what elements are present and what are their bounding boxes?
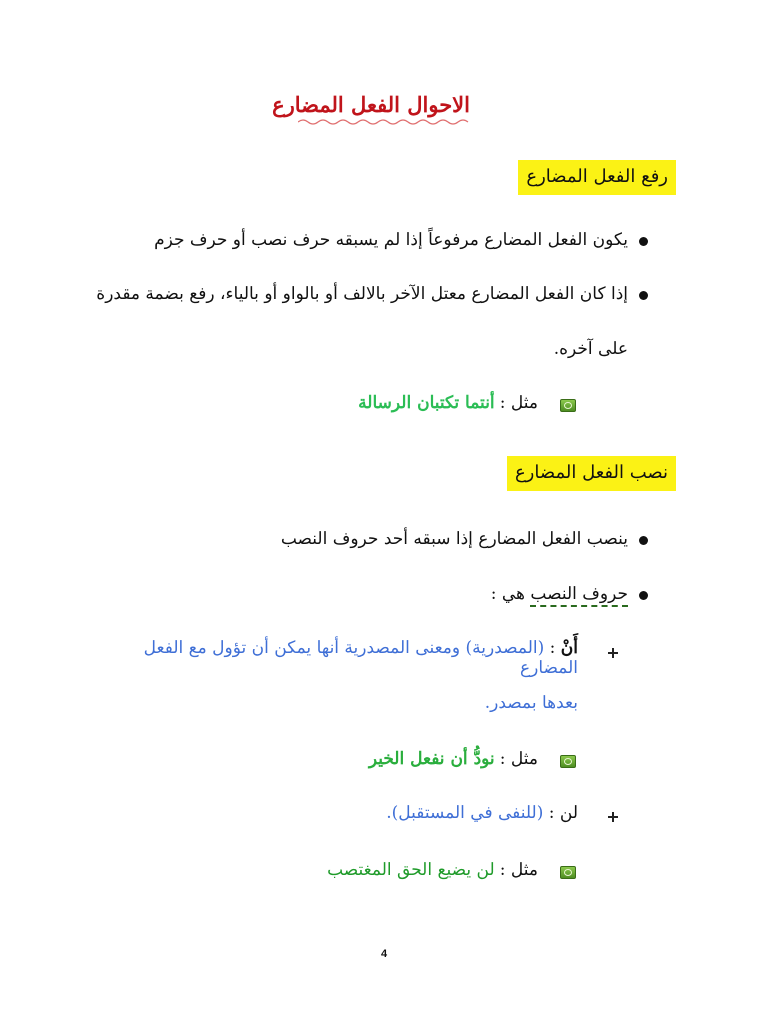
example-icon xyxy=(560,866,576,879)
example-an xyxy=(369,749,538,769)
particle-item-an-continued xyxy=(485,693,578,713)
page-number xyxy=(0,948,768,960)
bullet-text: إذا كان الفعل المضارع معتل الآخر بالالف أو بالواو أو بالياء، رفع بضمة مقدرة xyxy=(96,284,628,304)
page-title xyxy=(272,92,470,119)
particle-term: لن xyxy=(559,803,578,823)
example-icon xyxy=(560,399,576,412)
bullet-text: هي : xyxy=(490,584,525,604)
particle-description: بعدها بمصدر. xyxy=(484,693,578,713)
example-text: لن يضيع الحق المغتصب xyxy=(327,860,495,880)
page-title-text: الاحوال الفعل المضارع xyxy=(272,92,470,117)
particle-description: (المصدرية) ومعنى المصدرية أنها يمكن أن تؤول مع الفعل المضارع xyxy=(143,638,578,678)
bullet-dot xyxy=(639,291,648,300)
example-text: نودُّ أن نفعل الخير xyxy=(368,749,495,769)
particle-item-lan xyxy=(386,803,578,823)
example-label: مثل : xyxy=(499,860,538,880)
particle-item-an xyxy=(98,638,578,678)
title-wavy-underline xyxy=(298,118,470,126)
bullet-text: يكون الفعل المضارع مرفوعاً إذا لم يسبقه حرف نصب أو حرف جزم xyxy=(154,230,628,250)
section-heading-raf-text: رفع الفعل المضارع xyxy=(526,166,668,187)
example-text: أنتما تكتبان الرسالة xyxy=(358,393,495,413)
particle-description: (للنفى في المستقبل). xyxy=(386,803,544,823)
bullet-item-raf-1 xyxy=(154,228,628,252)
cross-bullet-icon xyxy=(608,812,618,822)
bullet-item-nasb-1 xyxy=(281,527,628,551)
separator: : xyxy=(549,638,556,658)
example-raf xyxy=(358,393,538,413)
underlined-term: حروف النصب xyxy=(530,584,628,607)
bullet-item-raf-2 xyxy=(88,282,628,306)
bullet-item-raf-2-continued xyxy=(554,337,628,361)
example-label: مثل : xyxy=(499,749,538,769)
example-lan xyxy=(327,860,538,880)
bullet-text: ينصب الفعل المضارع إذا سبقه أحد حروف النصب xyxy=(280,529,628,549)
section-heading-raf xyxy=(518,160,676,195)
bullet-item-nasb-2 xyxy=(491,582,628,606)
section-heading-nasb-text: نصب الفعل المضارع xyxy=(514,462,668,483)
section-heading-nasb xyxy=(507,456,676,491)
example-icon xyxy=(560,755,576,768)
bullet-dot xyxy=(639,536,648,545)
separator: : xyxy=(548,803,555,823)
particle-term: أَنْ xyxy=(560,638,578,658)
example-label: مثل : xyxy=(499,393,538,413)
bullet-dot xyxy=(639,591,648,600)
bullet-dot xyxy=(639,237,648,246)
cross-bullet-icon xyxy=(608,648,618,658)
page-number-text: 4 xyxy=(380,948,388,960)
bullet-text: على آخره. xyxy=(553,339,628,359)
